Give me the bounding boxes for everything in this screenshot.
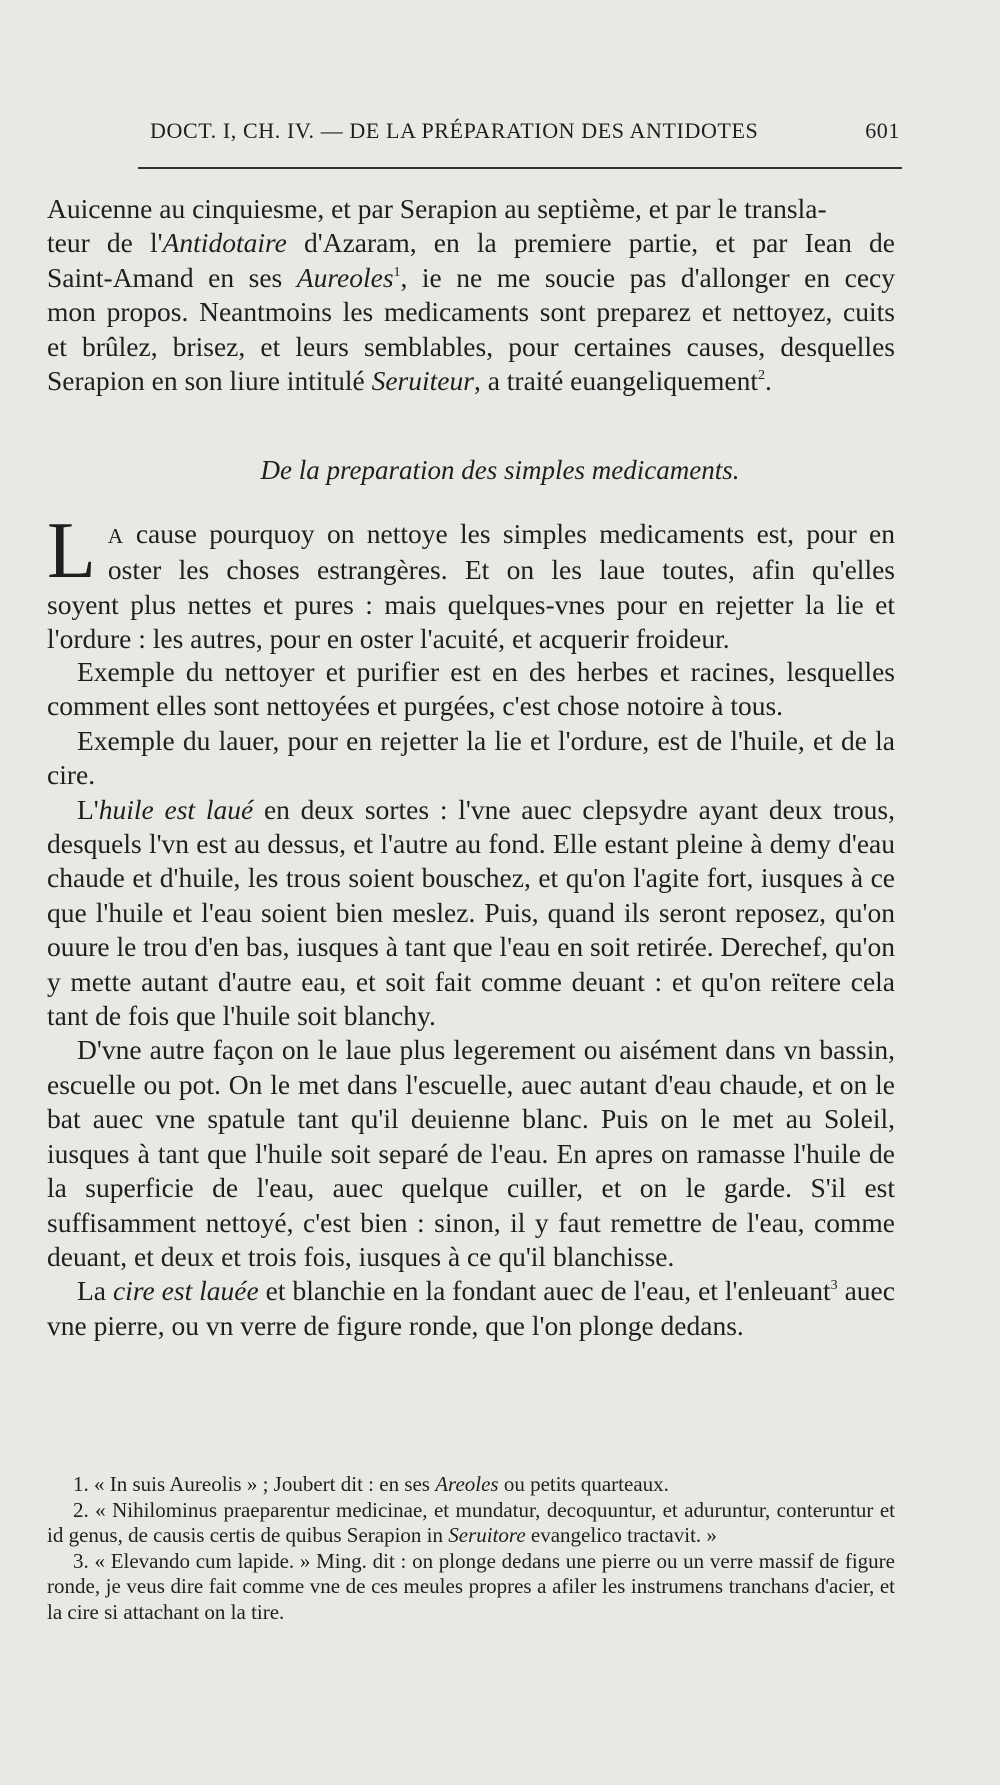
footnote-2: 2. « Nihilominus praeparentur medicinae, et mundatur, decoquuntur, et aduruntur, conteruntur et id genus, de causis certis de quibus Serapion in Seruitore evangelico tractavit. » [47, 1497, 895, 1547]
paragraph-wax: La cire est lauée et blanchie en la fondant auec de l'eau, et l'enleuant$^3$ auec vne pierre, ou vn verre de figure ronde, que l'on plonge dedans. [47, 1275, 895, 1341]
footnotes [47, 1472, 895, 1625]
drop-line: A cause pourquoy on nettoye les simples medicaments est, pour en [107, 518, 895, 549]
section-title: De la preparation des simples medicaments. [260, 455, 740, 485]
main-text [47, 655, 895, 1343]
dropcap-paragraph [47, 507, 895, 657]
intro-line: teur de l'Antidotaire d'Azaram, en la premiere partie, et par Iean de [47, 227, 895, 259]
drop-line: l'ordure : les autres, pour en oster l'acuité, et acquerir froideur. [47, 623, 730, 655]
intro-line: et brûlez, brisez, et leurs semblables, pour certaines causes, desquelles [47, 330, 895, 362]
paragraph-oil-wax: Exemple du lauer, pour en rejetter la lie et l'ordure, est de l'huile, et de la cire. [47, 724, 895, 791]
drop-line: soyent plus nettes et pures : mais quelques-vnes pour en rejetter la lie et [47, 588, 895, 620]
paragraph-oil-washing: L'huile est laué en deux sortes : l'vne auec clepsydre ayant deux trous, desquels l'vn est au dessus, et l'autre au fond. Elle estant pleine à demy d'eau chaude et d'huile, les trous soient bouschez, et qu'on l'agite fort, iusques à ce que l'huile et l'eau soient bien meslez. Puis, quand ils seront reposez, qu'on ouure le trou d'en bas, iusques à tant que l'eau en soit retirée. Derechef, qu'on y mette autant d'autre eau, et soit fait comme deuant : et qu'on reïtere cela tant de fois que l'huile soit blanchy. [47, 793, 895, 1032]
intro-paragraph [47, 192, 895, 398]
footnote-3: 3. « Elevando cum lapide. » Ming. dit : on plonge dedans une pierre ou un verre massif de figure ronde, je veus dire fait comme vne de ces meules propres a afiler les instrumens tranchans d'acier, et la cire si attachant on la tire. [47, 1548, 895, 1624]
drop-line: oster les choses estrangères. Et on les laue toutes, afin qu'elles [107, 554, 895, 586]
header-rule [138, 167, 902, 169]
drop-cap: L [47, 507, 96, 595]
intro-line: Serapion en son liure intitulé Seruiteur, a traité euangeliquement$^2$. [47, 365, 772, 397]
footnote-ref-1: 1 [393, 264, 401, 280]
footnote-ref-3: 3 [830, 1278, 838, 1294]
intro-line: Auicenne au cinquiesme, et par Serapion au septième, et par le transla- [47, 193, 827, 224]
footnote-1: 1. « In suis Aureolis » ; Joubert dit : en ses Areoles ou petits quarteaux. [73, 1472, 669, 1496]
intro-line: mon propos. Neantmoins les medicaments sont preparez et nettoyez, cuits [47, 296, 895, 328]
footnote-ref-2: 2 [758, 368, 765, 384]
paragraph-herbs: Exemple du nettoyer et purifier est en des herbes et racines, lesquelles comment elles sont nettoyées et purgées, c'est chose notoire à tous. [47, 656, 895, 722]
paragraph-basin: D'vne autre façon on le laue plus legerement ou aisément dans vn bassin, escuelle ou pot. On le met dans l'escuelle, auec autant d'eau chaude, et on le bat auec vne spatule tant qu'il deuienne blanc. Puis on le met au Soleil, iusques à tant que l'huile soit separé de l'eau. En apres on ramasse l'huile de la superficie de l'eau, auec quelque cuiller, et on le garde. S'il est suffisamment nettoyé, c'est bien : sinon, il y faut remettre de l'eau, comme deuant, et deux et trois fois, iusques à ce qu'il blanchisse. [47, 1034, 895, 1272]
page-number: 601 [865, 118, 900, 143]
running-title: DOCT. I, CH. IV. — DE LA PRÉPARATION DES ANTIDOTES [150, 118, 759, 143]
intro-line: Saint-Amand en ses Aureoles$^1$, ie ne me soucie pas d'allonger en cecy [47, 261, 895, 293]
